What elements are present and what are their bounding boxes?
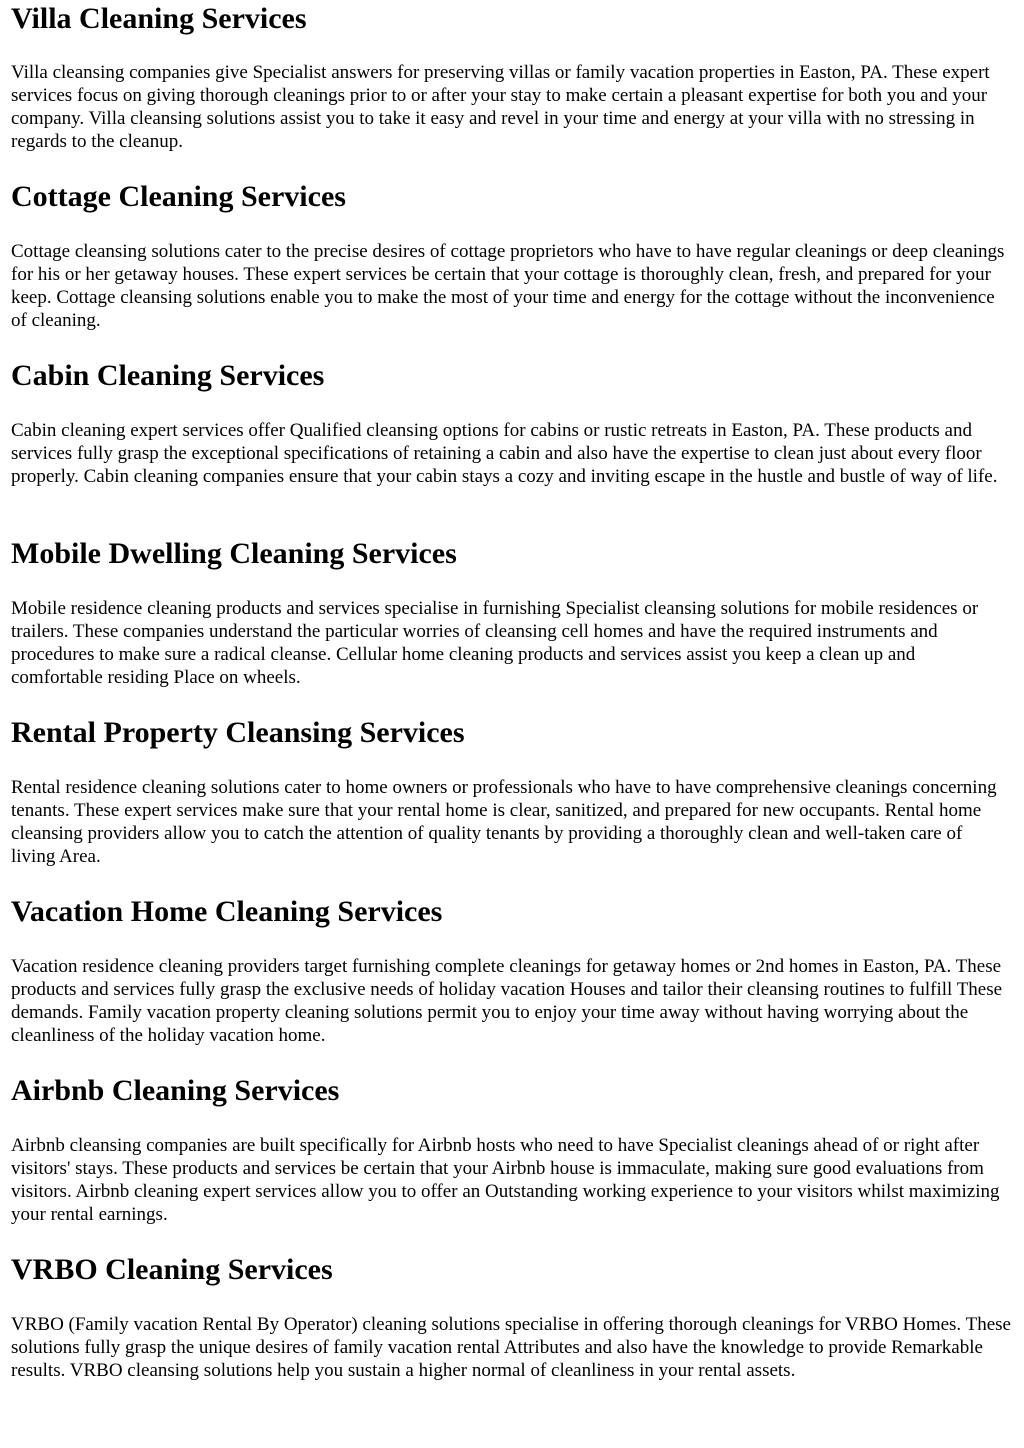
section-villa [11,2,1011,36]
section-body: Airbnb cleansing companies are built specifically for Airbnb hosts who need to have Specialist cleanings ahead of or right after visitors' stays. These products and services be certain that your Airbnb house is immaculate, making sure good evaluations from visitors. Airbnb cleaning expert services allow you to offer an Outstanding working experience to your visitors whilst maximizing your rental earnings. [11,1135,1000,1225]
section-body: Cabin cleaning expert services offer Qualified cleansing options for cabins or rustic retreats in Easton, PA. These products and services fully grasp the exceptional specifications of retaining a cabin and also have the expertise to clean just about every floor properly. Cabin cleaning companies ensure that your cabin stays a cozy and inviting escape in the hustle and bustle of way of life. [11,420,998,487]
section-title: Villa Cleaning Services [11,2,307,35]
section-body: Cottage cleansing solutions cater to the precise desires of cottage proprietors who have to have regular cleanings or deep cleanings for his or her getaway houses. These expert services be certain that your cottage is thoroughly clean, fresh, and prepared for your keep. Cottage cleansing solutions enable you to make the most of your time and energy for the cottage without the inconvenience of cleaning. [11,241,1005,331]
section-vacation-home [11,895,1011,929]
section-airbnb [11,1074,1011,1108]
section-title: VRBO Cleaning Services [11,1253,333,1286]
section-mobile-dwelling [11,537,1011,571]
section-body: VRBO (Family vacation Rental By Operator) cleaning solutions specialise in offering thorough cleanings for VRBO Homes. These solutions fully grasp the unique desires of family vacation rental Attributes and also have the knowledge to provide Remarkable results. VRBO cleansing solutions help you sustain a higher normal of cleanliness in your rental assets. [11,1314,1011,1381]
section-cottage [11,180,1011,214]
section-body: Mobile residence cleaning products and services specialise in furnishing Specialist cleansing solutions for mobile residences or trailers. These companies understand the particular worries of cleansing cell homes and have the required instruments and procedures to make sure a radical cleanse. Cellular home cleaning products and services assist you keep a clean up and comfortable residing Place on wheels. [11,598,979,688]
section-title: Rental Property Cleansing Services [11,716,465,749]
section-rental-property [11,716,1011,750]
section-title: Cottage Cleaning Services [11,180,346,213]
section-body: Vacation residence cleaning providers target furnishing complete cleanings for getaway homes or 2nd homes in Easton, PA. These products and services fully grasp the exclusive needs of holiday vacation Houses and tailor their cleansing routines to fulfill These demands. Family vacation property cleaning solutions permit you to enjoy your time away without having worrying about the cleanliness of the holiday vacation home. [11,956,1003,1046]
section-title: Vacation Home Cleaning Services [11,895,443,928]
section-title: Airbnb Cleaning Services [11,1074,340,1107]
section-body: Rental residence cleaning solutions cater to home owners or professionals who have to have comprehensive cleanings concerning tenants. These expert services make sure that your rental home is clear, sanitized, and prepared for new occupants. Rental home cleansing providers allow you to catch the attention of quality tenants by providing a thoroughly clean and well-taken care of living Area. [11,777,997,867]
section-title: Mobile Dwelling Cleaning Services [11,537,457,570]
section-vrbo [11,1253,1011,1287]
section-cabin [11,359,1011,393]
section-body: Villa cleansing companies give Specialist answers for preserving villas or family vacation properties in Easton, PA. These expert services focus on giving thorough cleanings prior to or after your stay to make certain a pleasant expertise for both you and your company. Villa cleansing solutions assist you to take it easy and revel in your time and energy at your villa with no stressing in regards to the cleanup. [11,62,990,152]
section-title: Cabin Cleaning Services [11,359,325,392]
